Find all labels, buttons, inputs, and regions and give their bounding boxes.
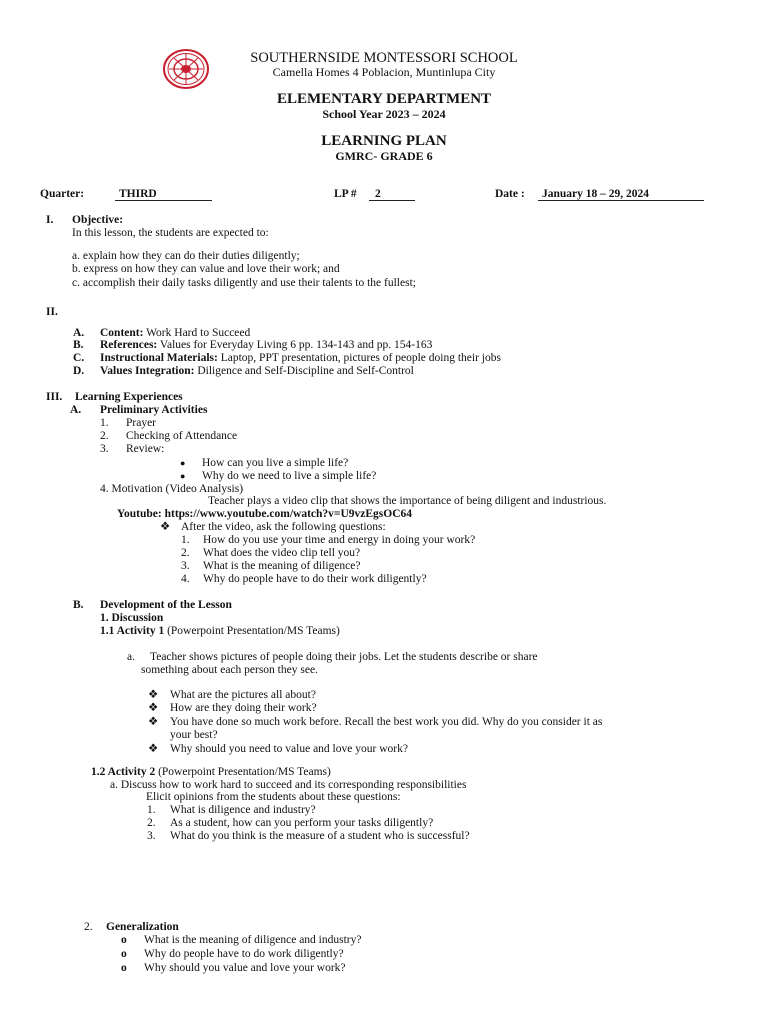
youtube-link[interactable]: Youtube: https://www.youtube.com/watch?v=U9vzEgsOC64 — [117, 508, 413, 520]
list-item: What are the pictures all about? — [170, 689, 316, 701]
values-line: Values Integration: Diligence and Self-Discipline and Self-Control — [100, 365, 414, 377]
objective-item: a. explain how they can do their duties diligently; — [72, 250, 300, 262]
activity2-text: Elicit opinions from the students about these questions: — [146, 791, 401, 803]
diamond-icon: ❖ — [148, 743, 159, 755]
list-item: How do you use your time and energy in doing your work? — [203, 534, 476, 546]
objective-item: b. express on how they can value and love their work; and — [72, 263, 340, 275]
diamond-icon: ❖ — [160, 521, 171, 533]
subsection-title: Preliminary Activities — [100, 404, 208, 416]
list-item: Why do people have to do work diligently? — [144, 948, 344, 960]
list-item: How are they doing their work? — [170, 702, 317, 714]
quarter-label: Quarter: — [40, 188, 85, 200]
list-item: What do you think is the measure of a student who is successful? — [170, 830, 470, 842]
school-address: Camella Homes 4 Poblacion, Muntinlupa City — [272, 65, 496, 79]
list-item: What is the meaning of diligence? — [203, 560, 361, 572]
item-letter: B. — [73, 599, 84, 611]
list-number: 1. — [181, 534, 190, 546]
list-number: 2. — [100, 430, 109, 442]
diamond-icon: ❖ — [148, 716, 159, 728]
circle-bullet-icon: o — [121, 934, 127, 946]
activity2-text: a. Discuss how to work hard to succeed and its corresponding responsibilities — [110, 779, 467, 791]
list-item: Why do people have to do their work diligently? — [203, 573, 427, 585]
circle-bullet-icon: o — [121, 948, 127, 960]
date-value: January 18 – 29, 2024 — [538, 188, 704, 201]
motivation-desc: Teacher plays a video clip that shows the importance of being diligent and industrious. — [208, 495, 607, 507]
activity1-title: 1.1 Activity 1 (Powerpoint Presentation/MS Teams) — [100, 625, 340, 637]
references-line: References: Values for Everyday Living 6 pp. 134-143 and pp. 154-163 — [100, 339, 433, 351]
list-item: What does the video clip tell you? — [203, 547, 361, 559]
activity1-text: Teacher shows pictures of people doing their jobs. Let the students describe or share — [150, 651, 538, 663]
item-letter: A. — [70, 404, 82, 416]
list-number: 3. — [181, 560, 190, 572]
list-item: How can you live a simple life? — [202, 457, 349, 469]
list-item: Why should you value and love your work? — [144, 962, 346, 974]
plan-title: LEARNING PLAN — [321, 133, 447, 149]
list-item: What is diligence and industry? — [170, 804, 316, 816]
section-title: Learning Experiences — [75, 391, 183, 403]
item-letter: C. — [73, 352, 85, 364]
circle-bullet-icon: o — [121, 962, 127, 974]
item-letter: D. — [73, 365, 85, 377]
content-line: Content: Work Hard to Succeed — [100, 327, 251, 339]
list-item: Review: — [126, 443, 165, 455]
subsection-title: Development of the Lesson — [100, 599, 232, 611]
generalization-title: Generalization — [106, 921, 179, 933]
list-item: Prayer — [126, 417, 157, 429]
activity2-title: 1.2 Activity 2 (Powerpoint Presentation/MS Teams) — [91, 766, 331, 778]
lp-value: 2 — [369, 188, 415, 201]
lp-label: LP # — [334, 188, 357, 200]
quarter-value: THIRD — [115, 188, 212, 201]
materials-line: Instructional Materials: Laptop, PPT presentation, pictures of people doing their jobs — [100, 352, 501, 364]
list-item: Why should you need to value and love your work? — [170, 743, 408, 755]
school-year: School Year 2023 – 2024 — [322, 107, 446, 121]
list-item: After the video, ask the following questions: — [181, 521, 386, 533]
section-number: I. — [46, 214, 54, 226]
diamond-icon: ❖ — [148, 689, 159, 701]
date-label: Date : — [495, 188, 525, 200]
objective-item: c. accomplish their daily tasks diligently and use their talents to the fullest; — [72, 277, 416, 289]
list-number: 1. — [100, 417, 109, 429]
list-item: Checking of Attendance — [126, 430, 238, 442]
list-number: 1. — [147, 804, 156, 816]
list-number: 2. — [84, 921, 93, 933]
subject-grade: GMRC- GRADE 6 — [335, 149, 433, 163]
section-number: III. — [46, 391, 63, 403]
bullet-icon: ● — [180, 471, 186, 481]
section-number: II. — [46, 306, 58, 318]
motivation-title: 4. Motivation (Video Analysis) — [100, 483, 244, 495]
item-letter: A. — [73, 327, 85, 339]
objective-intro: In this lesson, the students are expected to: — [72, 227, 269, 239]
school-name: SOUTHERNSIDE MONTESSORI SCHOOL — [250, 50, 518, 66]
list-item: As a student, how can you perform your tasks diligently? — [170, 817, 434, 829]
list-item: What is the meaning of diligence and industry? — [144, 934, 362, 946]
list-number: 3. — [100, 443, 109, 455]
list-item: You have done so much work before. Recall the best work you did. Why do you consider it as — [170, 716, 603, 728]
list-number: 2. — [181, 547, 190, 559]
item-letter: B. — [73, 339, 84, 351]
item-letter: a. — [127, 651, 135, 663]
list-number: 2. — [147, 817, 156, 829]
list-item: your best? — [170, 729, 218, 741]
diamond-icon: ❖ — [148, 702, 159, 714]
list-number: 3. — [147, 830, 156, 842]
list-number: 4. — [181, 573, 190, 585]
list-item: Why do we need to live a simple life? — [202, 470, 377, 482]
activity1-text: something about each person they see. — [141, 664, 318, 676]
discussion-title: 1. Discussion — [100, 612, 164, 624]
bullet-icon: ● — [180, 458, 186, 468]
objective-title: Objective: — [72, 214, 124, 226]
department-title: ELEMENTARY DEPARTMENT — [276, 91, 492, 107]
